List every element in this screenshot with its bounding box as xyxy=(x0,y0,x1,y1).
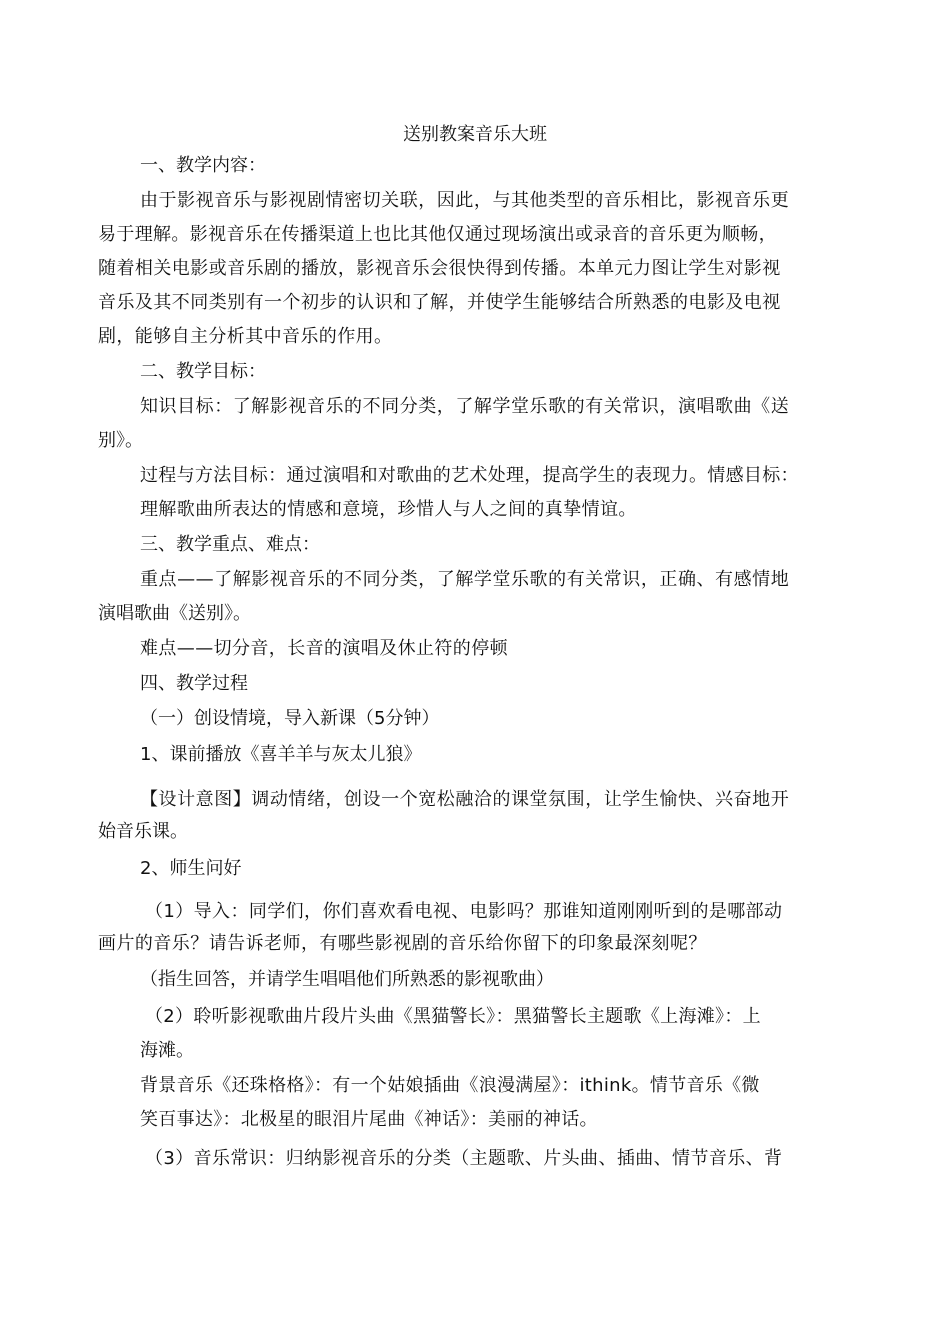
paragraph-line: 过程与方法目标：通过演唱和对歌曲的艺术处理，提高学生的表现力。情感目标： xyxy=(140,465,799,486)
paragraph-line: （1）导入：同学们，你们喜欢看电视、电影吗？那谁知道刚刚听到的是哪部动 xyxy=(145,901,783,922)
paragraph-line: 易于理解。影视音乐在传播渠道上也比其他仅通过现场演出或录音的音乐更为顺畅， xyxy=(98,224,777,245)
paragraph-line: 由于影视音乐与影视剧情密切关联，因此，与其他类型的音乐相比，影视音乐更 xyxy=(140,190,790,211)
paragraph-line: 海滩。 xyxy=(140,1040,194,1061)
paragraph-line: （3）音乐常识：归纳影视音乐的分类（主题歌、片头曲、插曲、情节音乐、背 xyxy=(145,1148,783,1169)
paragraph-line: （指生回答，并请学生唱唱他们所熟悉的影视歌曲） xyxy=(140,969,554,990)
paragraph-line: 始音乐课。 xyxy=(98,821,188,842)
paragraph-line: 【设计意图】调动情绪，创设一个宽松融洽的课堂氛围，让学生愉快、兴奋地开 xyxy=(140,789,790,810)
section-heading-content: 一、教学内容： xyxy=(140,155,266,176)
document-title: 送别教案音乐大班 xyxy=(403,124,547,145)
paragraph-line: 画片的音乐？请告诉老师，有哪些影视剧的音乐给你留下的印象最深刻呢？ xyxy=(98,933,707,954)
paragraph-line: 别》。 xyxy=(98,430,143,451)
paragraph-line: （2）聆听影视歌曲片段片头曲《黑猫警长》：黑猫警长主题歌《上海滩》：上 xyxy=(145,1006,761,1027)
paragraph-line: 背景音乐《还珠格格》：有一个姑娘插曲《浪漫满屋》：ithink。情节音乐《微 xyxy=(140,1075,760,1096)
section-heading-process: 四、教学过程 xyxy=(140,673,248,694)
paragraph-line: 笑百事达》：北极星的眼泪片尾曲《神话》：美丽的神话。 xyxy=(140,1109,598,1130)
paragraph-line: 难点——切分音，长音的演唱及休止符的停顿 xyxy=(140,638,508,659)
paragraph-line: 重点——了解影视音乐的不同分类，了解学堂乐歌的有关常识，正确、有感情地 xyxy=(140,569,790,590)
subsection-heading: （一）创设情境，导入新课（5分钟） xyxy=(140,708,440,729)
paragraph-line: 2、师生问好 xyxy=(140,858,242,879)
paragraph-line: 音乐及其不同类别有一个初步的认识和了解，并使学生能够结合所熟悉的电影及电视 xyxy=(98,292,781,313)
paragraph-line: 1、课前播放《喜羊羊与灰太儿狼》 xyxy=(140,744,422,765)
section-heading-objectives: 二、教学目标： xyxy=(140,361,266,382)
paragraph-line: 剧，能够自主分析其中音乐的作用。 xyxy=(98,326,393,347)
paragraph-line: 随着相关电影或音乐剧的播放，影视音乐会很快得到传播。本单元力图让学生对影视 xyxy=(98,258,781,279)
paragraph-line: 演唱歌曲《送别》。 xyxy=(98,603,251,624)
section-heading-key-points: 三、教学重点、难点： xyxy=(140,534,320,555)
paragraph-line: 知识目标：了解影视音乐的不同分类，了解学堂乐歌的有关常识，演唱歌曲《送 xyxy=(140,396,790,417)
paragraph-line: 理解歌曲所表达的情感和意境，珍惜人与人之间的真挚情谊。 xyxy=(140,499,637,520)
